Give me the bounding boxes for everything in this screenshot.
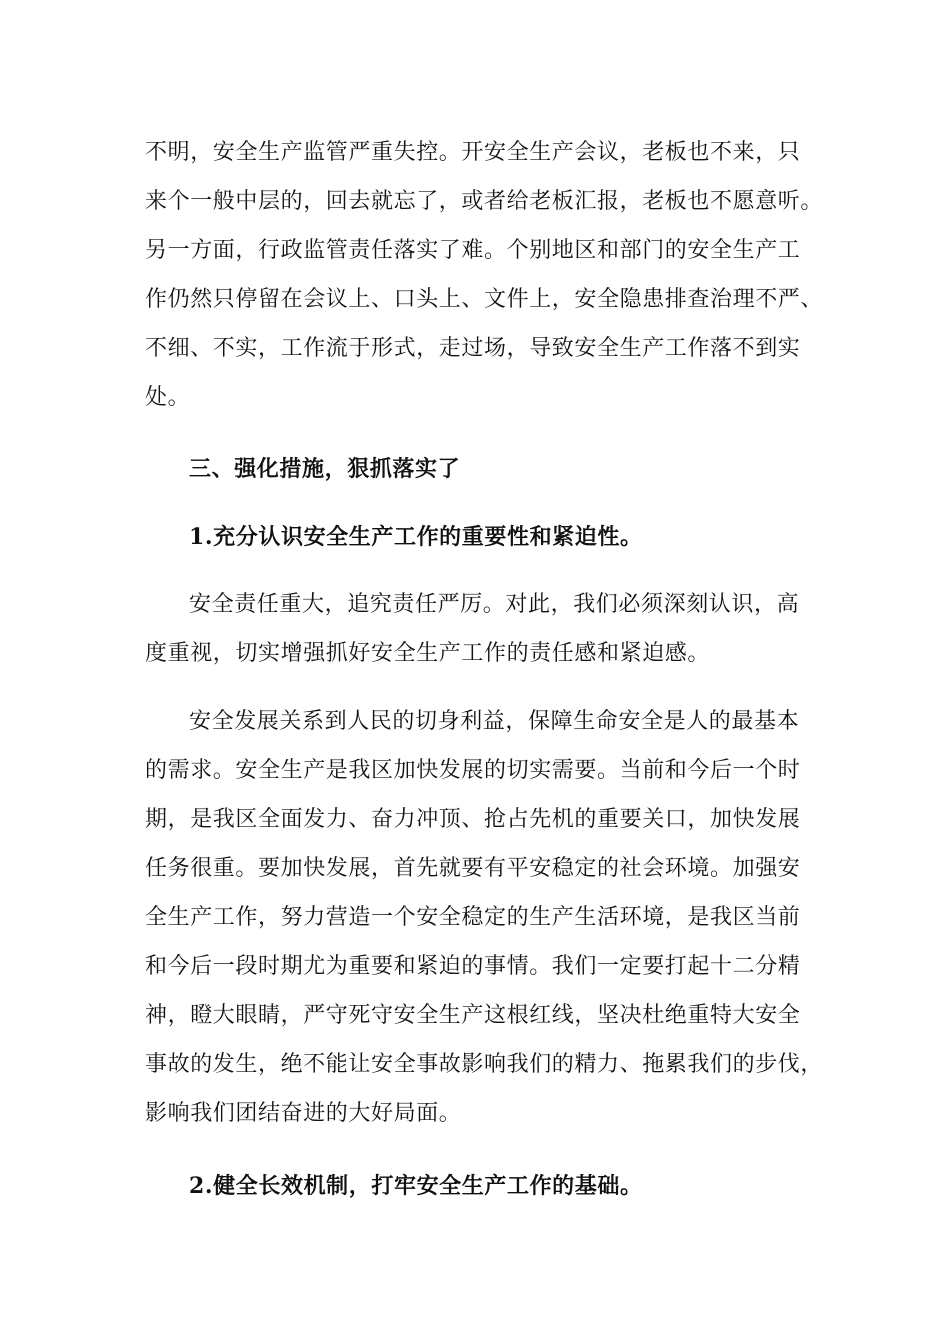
paragraph-line: 安全责任重大，追究责任严厉。对此，我们必须深刻认识，高 <box>189 592 800 617</box>
paragraph-line: 处。 <box>145 385 191 410</box>
paragraph-line: 期，是我区全面发力、奋力冲顶、抢占先机的重要关口，加快发展 <box>145 807 801 832</box>
paragraph-line: 影响我们团结奋进的大好局面。 <box>145 1101 462 1126</box>
paragraph-line: 另一方面，行政监管责任落实了难。个别地区和部门的安全生产工 <box>145 238 801 263</box>
paragraph-line: 神，瞪大眼睛，严守死守安全生产这根红线，坚决杜绝重特大安全 <box>145 1003 801 1028</box>
paragraph-line: 度重视，切实增强抓好安全生产工作的责任感和紧迫感。 <box>145 641 711 666</box>
subheading: 2.健全长效机制，打牢安全生产工作的基础。 <box>189 1173 643 1199</box>
paragraph-line: 不细、不实，工作流于形式，走过场，导致安全生产工作落不到实 <box>145 336 801 361</box>
paragraph-line: 的需求。安全生产是我区加快发展的切实需要。当前和今后一个时 <box>145 758 801 783</box>
paragraph-line: 和今后一段时期尤为重要和紧迫的事情。我们一定要打起十二分精 <box>145 954 801 979</box>
paragraph-line: 全生产工作，努力营造一个安全稳定的生产生活环境，是我区当前 <box>145 905 801 930</box>
paragraph-line: 来个一般中层的，回去就忘了，或者给老板汇报，老板也不愿意听。 <box>145 189 824 214</box>
subheading: 1.充分认识安全生产工作的重要性和紧迫性。 <box>189 524 643 550</box>
paragraph-line: 不明，安全生产监管严重失控。开安全生产会议，老板也不来，只 <box>145 140 801 165</box>
paragraph-line: 任务很重。要加快发展，首先就要有平安稳定的社会环境。加强安 <box>145 856 801 881</box>
section-heading: 三、强化措施，狠抓落实了 <box>189 456 461 482</box>
paragraph-line: 作仍然只停留在会议上、口头上、文件上，安全隐患排查治理不严、 <box>145 287 824 312</box>
paragraph-line: 安全发展关系到人民的切身利益，保障生命安全是人的最基本 <box>189 709 800 734</box>
paragraph-line: 事故的发生，绝不能让安全事故影响我们的精力、拖累我们的步伐， <box>145 1052 824 1077</box>
